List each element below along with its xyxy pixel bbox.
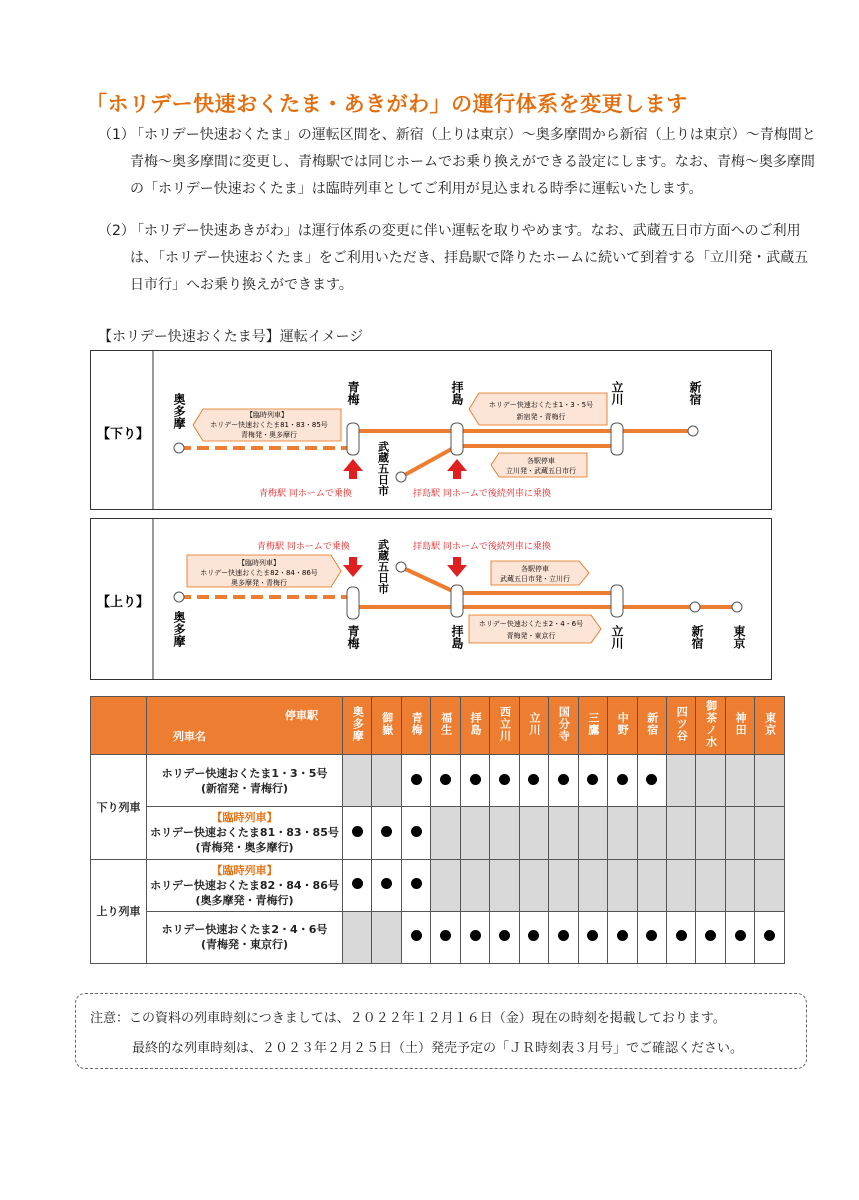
stop-cell xyxy=(519,807,548,859)
paragraph-1 xyxy=(98,122,818,203)
station-okutama-name: 奥多摩 xyxy=(172,611,186,647)
station-okutama-marker xyxy=(174,592,184,602)
stop-cell xyxy=(401,807,430,859)
stop-dot xyxy=(352,826,363,837)
callout-rinji-line2: ホリデー快速おくたま82・84・86号 xyxy=(200,569,318,577)
transfer-note-ome: 青梅駅 同ホームで乗換 xyxy=(257,542,350,552)
station-itsukaichi-name: 武蔵五日市 xyxy=(376,539,390,594)
down-label: 【下り】 xyxy=(97,427,150,442)
transfer-note-haijima: 拝島駅 同ホームで後続列車に乗換 xyxy=(413,542,551,552)
stop-cell xyxy=(666,807,695,859)
callout-main-line2: 青梅発・東京行 xyxy=(506,632,556,640)
stop-cell xyxy=(460,859,489,911)
stop-cell xyxy=(608,859,637,911)
stop-cell xyxy=(608,755,637,807)
itsukaichi-branch xyxy=(401,567,457,593)
train-route: (青梅発・東京行) xyxy=(200,938,289,952)
stop-cell xyxy=(637,859,666,911)
paragraph-number: （2） xyxy=(98,223,135,239)
down-diagram xyxy=(90,350,772,510)
table-row xyxy=(91,859,785,911)
paragraph-2 xyxy=(98,218,818,299)
transfer-note-haijima: 拝島駅 同ホームで後続列車に乗換 xyxy=(413,489,551,499)
station-tokyo-name: 東京 xyxy=(732,625,746,649)
stop-cell xyxy=(519,859,548,911)
train-name: ホリデー快速おくたま2・4・6号 xyxy=(161,923,328,937)
group-down: 下り列車 xyxy=(91,755,147,859)
transfer-note-ome: 青梅駅 同ホームで乗換 xyxy=(259,489,352,499)
header-station xyxy=(460,697,489,755)
stop-cell xyxy=(755,807,785,859)
table-row xyxy=(91,807,785,859)
stop-dot xyxy=(676,930,687,941)
callout-rinji-line1: 【臨時列車】 xyxy=(246,411,288,419)
paragraph-text: 「ホリデー快速おくたま」の運転区間を、新宿（上りは東京）～奥多摩間から新宿（上りは東京）～青梅間と青梅～奥多摩間に変更し、青梅駅では同じホームでお乗り換えができる設定にします。なお、青梅～奥多摩間の「ホリデー快速おくたま」は臨時列車としてご利用が見込まれる時季に運転いたします。 xyxy=(130,127,816,197)
stop-cell xyxy=(666,859,695,911)
header-station xyxy=(490,697,519,755)
station-tachikawa-name: 立川 xyxy=(610,625,624,649)
stop-cell xyxy=(666,911,695,963)
stop-cell xyxy=(549,807,578,859)
header-station xyxy=(608,697,637,755)
stop-dot xyxy=(528,774,539,785)
callout-local-line1: 各駅停車 xyxy=(527,457,555,465)
stop-dot xyxy=(352,878,363,889)
train-route: (新宿発・青梅行) xyxy=(200,781,289,795)
callout-main-line1: ホリデー快速おくたま1・3・5号 xyxy=(488,401,594,409)
stop-dot xyxy=(646,930,657,941)
station-tachikawa-name: 立川 xyxy=(610,381,624,405)
stop-dot xyxy=(499,930,510,941)
stop-dot xyxy=(381,826,392,837)
stop-dot xyxy=(381,878,392,889)
stop-dot xyxy=(440,774,451,785)
stop-cell xyxy=(490,755,519,807)
stop-cell xyxy=(549,859,578,911)
stop-cell xyxy=(696,859,725,911)
stop-dot xyxy=(470,930,481,941)
stop-cell xyxy=(578,807,607,859)
station-name: 国分寺 xyxy=(557,706,571,743)
station-haijima-platform xyxy=(451,423,463,455)
station-ome-platform xyxy=(347,423,359,455)
stop-dot xyxy=(411,930,422,941)
station-name: 福生 xyxy=(439,712,453,737)
stop-dot xyxy=(411,878,422,889)
stop-cell xyxy=(431,911,460,963)
station-name: 御茶ノ水 xyxy=(704,700,718,749)
stop-table xyxy=(90,696,785,964)
header-station xyxy=(431,697,460,755)
paragraph-text: 「ホリデー快速あきがわ」は運行体系の変更に伴い運転を取りやめます。なお、武蔵五日市方面へのご利用は、「ホリデー快速おくたま」をご利用いただき、拝島駅で降りたホームに続いて到着する「立川発・武蔵五日市行」へお乗り換えができます。 xyxy=(130,223,809,293)
header-station xyxy=(725,697,754,755)
callout-rinji-line1: 【臨時列車】 xyxy=(238,559,280,567)
stop-cell xyxy=(343,859,372,911)
stop-cell xyxy=(608,807,637,859)
station-name: 東京 xyxy=(763,712,777,737)
station-tachikawa-platform xyxy=(611,423,623,455)
stop-cell xyxy=(608,911,637,963)
stop-cell xyxy=(401,859,430,911)
stop-dot xyxy=(470,774,481,785)
stop-cell xyxy=(431,755,460,807)
stop-cell xyxy=(725,755,754,807)
train-route: (青梅発・奥多摩行) xyxy=(195,841,294,855)
stop-cell xyxy=(490,807,519,859)
callout-local-line2: 立川発・武蔵五日市行 xyxy=(506,467,576,475)
station-name: 神田 xyxy=(734,712,748,737)
note-box xyxy=(75,993,807,1069)
stop-cell xyxy=(578,911,607,963)
paragraph-number: （1） xyxy=(98,127,135,143)
up-label: 【上り】 xyxy=(97,595,150,610)
station-tachikawa-platform xyxy=(611,585,623,617)
train-name-cell xyxy=(147,859,343,911)
header-corner xyxy=(147,697,343,755)
stop-cell xyxy=(372,911,401,963)
stop-dot xyxy=(440,930,451,941)
station-name: 新宿 xyxy=(645,712,659,737)
train-name-cell xyxy=(147,911,343,963)
stop-cell xyxy=(343,807,372,859)
stop-cell xyxy=(666,755,695,807)
station-ome-platform xyxy=(347,587,359,619)
stop-cell xyxy=(343,755,372,807)
rinji-label: 【臨時列車】 xyxy=(211,863,278,877)
station-ome-name: 青梅 xyxy=(346,381,360,405)
stop-cell xyxy=(431,807,460,859)
stop-cell xyxy=(696,807,725,859)
station-name: 拝島 xyxy=(469,712,483,737)
stop-cell xyxy=(372,807,401,859)
note-line-2: 最終的な列車時刻は、２０２３年２月２５日（土）発売予定の「ＪＲ時刻表３月号」でご確認ください。 xyxy=(132,1041,744,1056)
stop-cell xyxy=(343,911,372,963)
up-diagram xyxy=(90,518,772,680)
callout-main-line2: 新宿発・青梅行 xyxy=(516,413,566,421)
station-haijima-name: 拝島 xyxy=(450,625,464,649)
stop-cell xyxy=(460,755,489,807)
itsukaichi-branch xyxy=(401,446,457,477)
station-name: 三鷹 xyxy=(586,712,600,737)
station-shinjuku-name: 新宿 xyxy=(690,625,704,649)
stop-cell xyxy=(549,755,578,807)
stop-cell xyxy=(578,859,607,911)
station-itsukaichi-marker xyxy=(396,562,406,572)
table-row xyxy=(91,755,785,807)
stop-cell xyxy=(401,755,430,807)
header-station xyxy=(519,697,548,755)
header-corner-blank xyxy=(91,697,147,755)
stop-cell xyxy=(490,859,519,911)
header-station xyxy=(666,697,695,755)
stop-dot xyxy=(617,930,628,941)
stop-cell xyxy=(578,755,607,807)
header-train-label: 列車名 xyxy=(173,730,206,744)
transfer-arrow-ome xyxy=(343,557,363,577)
stop-cell xyxy=(755,859,785,911)
stop-cell xyxy=(755,911,785,963)
station-haijima-name: 拝島 xyxy=(450,381,464,405)
stop-dot xyxy=(528,930,539,941)
stop-cell xyxy=(519,911,548,963)
transfer-arrow-haijima xyxy=(447,557,467,577)
stop-dot xyxy=(558,930,569,941)
header-station xyxy=(755,697,785,755)
stop-dot xyxy=(558,774,569,785)
header-station xyxy=(696,697,725,755)
stop-cell xyxy=(460,807,489,859)
stop-cell xyxy=(696,911,725,963)
header-station xyxy=(401,697,430,755)
stop-dot xyxy=(646,774,657,785)
stop-cell xyxy=(696,755,725,807)
stop-cell xyxy=(637,807,666,859)
stop-dot xyxy=(411,826,422,837)
header-station xyxy=(578,697,607,755)
callout-rinji-line3: 奥多摩発・青梅行 xyxy=(231,579,287,587)
stop-cell xyxy=(637,911,666,963)
callout-rinji-line2: ホリデー快速おくたま81・83・85号 xyxy=(210,421,328,429)
stop-dot xyxy=(411,774,422,785)
stop-dot xyxy=(764,930,775,941)
table-row xyxy=(91,911,785,963)
callout-local-line2: 武蔵五日市発・立川行 xyxy=(500,575,570,583)
station-name: 四ツ谷 xyxy=(675,706,689,743)
stop-dot xyxy=(587,774,598,785)
station-name: 中野 xyxy=(616,712,630,737)
stop-cell xyxy=(725,807,754,859)
train-name: ホリデー快速おくたま82・84・86号 xyxy=(150,878,339,892)
train-route: (奥多摩発・青梅行) xyxy=(195,893,294,907)
group-up: 上り列車 xyxy=(91,859,147,963)
train-name-cell xyxy=(147,755,343,807)
station-name: 青梅 xyxy=(410,712,424,737)
note-line-1: 注意：この資料の列車時刻につきましては、２０２２年１２月１６日（金）現在の時刻を掲載しております。 xyxy=(90,1011,726,1026)
header-stop-label: 停車駅 xyxy=(285,709,318,722)
station-haijima-platform xyxy=(451,585,463,617)
station-tokyo-marker xyxy=(732,602,742,612)
stop-cell xyxy=(431,859,460,911)
stop-cell xyxy=(725,859,754,911)
header-station xyxy=(549,697,578,755)
station-itsukaichi-name: 武蔵五日市 xyxy=(376,441,390,496)
callout-main-line1: ホリデー快速おくたま2・4・6号 xyxy=(478,620,584,628)
stop-cell xyxy=(490,911,519,963)
header-station xyxy=(637,697,666,755)
station-shinjuku-marker xyxy=(690,602,700,612)
stop-cell xyxy=(401,911,430,963)
station-ome-name: 青梅 xyxy=(346,625,360,649)
train-name-cell xyxy=(147,807,343,859)
rinji-label: 【臨時列車】 xyxy=(211,811,278,825)
stop-dot xyxy=(705,930,716,941)
stop-cell xyxy=(372,859,401,911)
station-name: 西立川 xyxy=(498,706,512,743)
station-name: 立川 xyxy=(527,712,541,737)
transfer-arrow-haijima xyxy=(447,459,467,479)
station-itsukaichi-marker xyxy=(396,472,406,482)
callout-rinji-line3: 青梅発・奥多摩行 xyxy=(241,431,297,439)
transfer-arrow-ome xyxy=(343,459,363,479)
stop-cell xyxy=(372,755,401,807)
station-shinjuku-name: 新宿 xyxy=(688,381,702,405)
station-name: 御嶽 xyxy=(380,712,394,737)
station-okutama-name: 奥多摩 xyxy=(172,393,186,429)
station-okutama-marker xyxy=(174,443,184,453)
stop-dot xyxy=(735,930,746,941)
station-name: 奥多摩 xyxy=(351,706,365,743)
stop-cell xyxy=(460,911,489,963)
stop-cell xyxy=(549,911,578,963)
diagram-title: 【ホリデー快速おくたま号】運転イメージ xyxy=(98,329,364,345)
stop-cell xyxy=(519,755,548,807)
stop-dot xyxy=(587,930,598,941)
stop-dot xyxy=(617,774,628,785)
station-shinjuku-marker xyxy=(688,426,698,436)
stop-dot xyxy=(499,774,510,785)
stop-cell xyxy=(725,911,754,963)
train-name: ホリデー快速おくたま81・83・85号 xyxy=(150,826,339,840)
train-name: ホリデー快速おくたま1・3・5号 xyxy=(161,766,328,780)
stop-cell xyxy=(755,755,785,807)
page-title: 「ホリデー快速おくたま・あきがわ」の運行体系を変更します xyxy=(86,92,688,116)
header-station xyxy=(343,697,372,755)
header-station xyxy=(372,697,401,755)
stop-cell xyxy=(637,755,666,807)
callout-local-line1: 各駅停車 xyxy=(521,565,549,573)
